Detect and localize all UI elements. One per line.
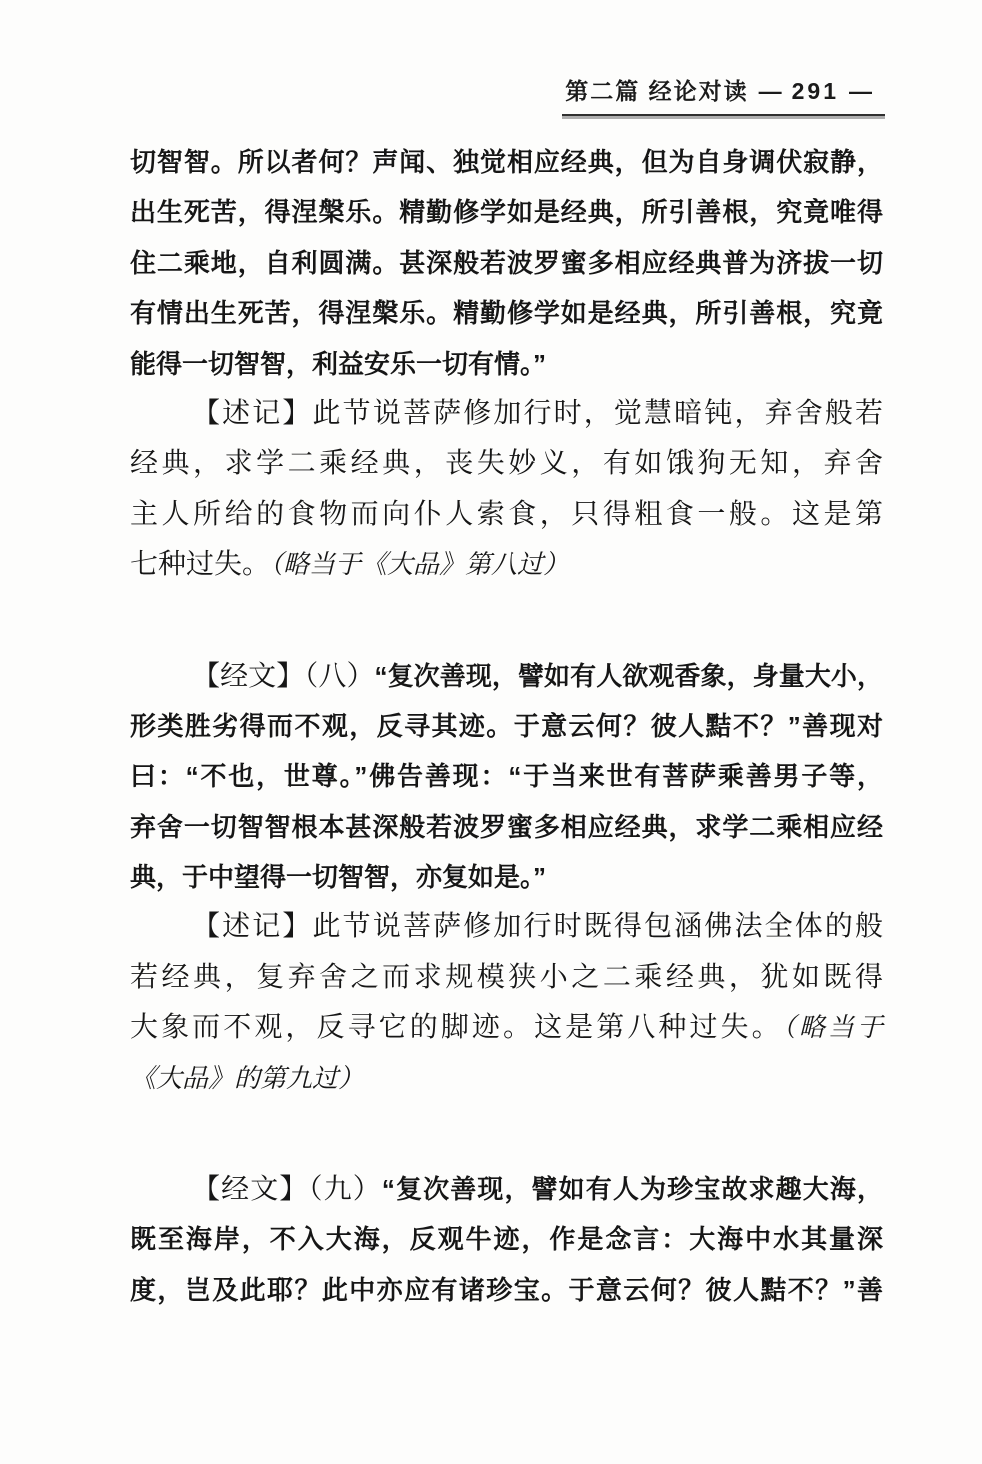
scripture-line: 住二乘地，自利圆满。甚深般若波罗蜜多相应经典普为济拔一切 <box>130 247 883 278</box>
scripture-line: 典，于中望得一切智智，亦复如是。” <box>130 862 547 893</box>
scripture-line: 切智智。所以者何？声闻、独觉相应经典，但为自身调伏寂静， <box>130 147 883 177</box>
parenthetical-note: （略当于 <box>782 1013 883 1043</box>
commentary-line: 经典，求学二乘经典，丧失妙义，有如饿狗无知，弃舍 <box>130 448 883 480</box>
scripture-line: 曰：“不也，世尊。”佛告善现：“于当来世有菩萨乘善男子等， <box>130 761 883 792</box>
scripture-text: “复次善现，譬如有人欲观香象，身量大小， <box>374 660 883 691</box>
scripture-line: 形类胜劣得而不观，反寻其迹。于意云何？彼人黠不？”善现对 <box>130 710 883 741</box>
page-number: 291 <box>791 78 839 104</box>
header-dash-left: — <box>758 78 782 104</box>
scripture-line: 有情出生死苦，得涅槃乐。精勤修学如是经典，所引善根，究竟 <box>130 298 883 329</box>
commentary-text: 七种过失。 <box>130 549 271 581</box>
scripture-quote-paragraph <box>130 1164 883 1315</box>
scripture-line: 出生死苦，得涅槃乐。精勤修学如是经典，所引善根，究竟唯得 <box>130 197 883 228</box>
commentary-paragraph <box>130 902 883 1104</box>
commentary-paragraph <box>130 389 883 591</box>
running-header <box>562 76 885 116</box>
scripture-line <box>130 1164 883 1214</box>
scripture-line: 既至海岸，不入大海，反观牛迹，作是念言：大海中水其量深 <box>130 1224 883 1255</box>
scripture-line: 度，岂及此耶？此中亦应有诸珍宝。于意云何？彼人黠不？”善 <box>130 1274 883 1305</box>
section-title: 第二篇 经论对读 <box>565 78 749 104</box>
commentary-line: 主人所给的食物而向仆人索食，只得粗食一般。这是第 <box>130 498 883 530</box>
parenthetical-note: （略当于《大品》第八过） <box>270 550 570 580</box>
commentary-text: 大象而不观，反寻它的脚迹。这是第八种过失。 <box>130 1012 783 1044</box>
commentary-line: 【述记】此节说菩萨修加行时，觉慧暗钝，弃舍般若 <box>192 397 883 429</box>
commentary-line: 若经典，复弃舍之而求规模狭小之二乘经典，犹如既得 <box>130 961 883 993</box>
text-block <box>130 137 883 1315</box>
commentary-line <box>130 540 883 590</box>
scripture-line: 弃舍一切智智根本甚深般若波罗蜜多相应经典，求学二乘相应经 <box>130 811 883 842</box>
scripture-label: 【经文】（九） <box>192 1174 382 1206</box>
commentary-line: 【述记】此节说菩萨修加行时既得包涵佛法全体的般 <box>192 911 883 943</box>
scripture-line: 能得一切智智，利益安乐一切有情。” <box>130 348 547 379</box>
header-dash-right: — <box>849 78 872 104</box>
parenthetical-note: 《大品》的第九过） <box>130 1063 365 1093</box>
commentary-line <box>130 1003 883 1053</box>
scripture-label: 【经文】（八） <box>192 660 375 692</box>
scripture-text: “复次善现，譬如有人为珍宝故求趣大海， <box>381 1174 883 1205</box>
scripture-line <box>130 651 883 701</box>
scripture-quote-paragraph <box>130 651 883 903</box>
scripture-quote-paragraph <box>130 137 883 389</box>
